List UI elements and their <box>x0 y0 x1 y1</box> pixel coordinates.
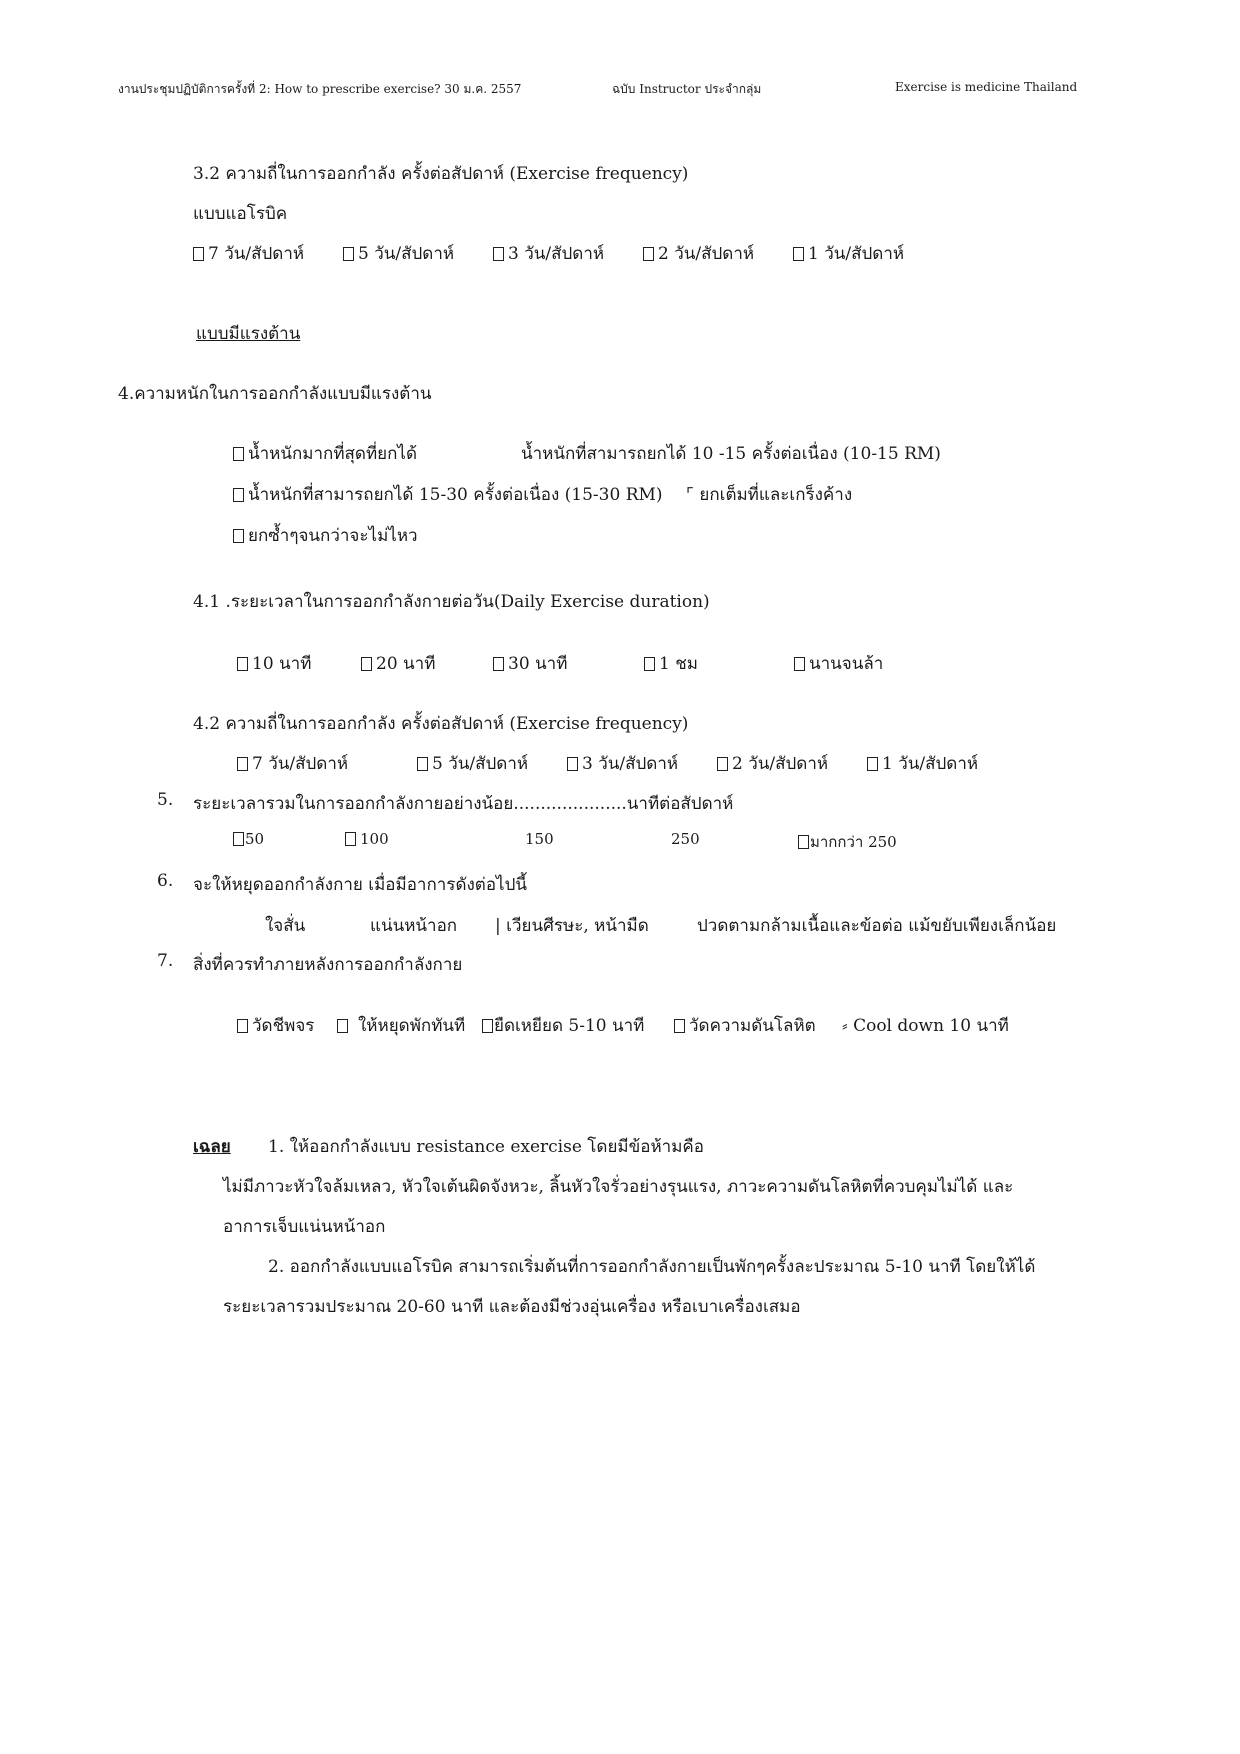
option-until-tired[interactable]: นานจนล้า <box>794 650 883 677</box>
checkbox[interactable] <box>644 657 655 671</box>
section-3-2-options <box>193 240 993 264</box>
answer-1-line-2: ไม่มีภาวะหัวใจล้มเหลว, หัวใจเต้นผิดจังหวะ, ลิ้นหัวใจรั่วอย่างรุนแรง, ภาวะความดันโลหิตที่ควบคุมไม่ได้ และ <box>223 1177 1014 1197</box>
section-4-title: 4.ความหนักในการออกกำลังแบบมีแรงต้าน <box>118 384 432 404</box>
checkbox[interactable] <box>233 529 244 543</box>
checkbox[interactable] <box>674 1019 685 1033</box>
option-check-pulse[interactable]: วัดชีพจร <box>237 1012 314 1039</box>
checkbox[interactable] <box>794 657 805 671</box>
checkbox[interactable] <box>233 447 244 461</box>
option-7-days[interactable]: 7 วัน/สัปดาห์ <box>237 750 348 777</box>
option-stop-immediately[interactable]: ให้หยุดพักทันที <box>337 1012 465 1039</box>
section-4-options-row1 <box>233 440 1033 464</box>
checkbox[interactable] <box>237 657 248 671</box>
checkbox[interactable] <box>237 1019 248 1033</box>
option-to-failure[interactable]: ยกซ้ำๆจนกว่าจะไม่ไหว <box>233 522 418 549</box>
option-50[interactable]: 50 <box>233 830 264 848</box>
option-5-days[interactable]: 5 วัน/สัปดาห์ <box>417 750 528 777</box>
option-1-day[interactable]: 1 วัน/สัปดาห์ <box>867 750 978 777</box>
option-15-30rm[interactable]: น้ำหนักที่สามารถยกได้ 15-30 ครั้งต่อเนื่อง (15-30 RM) <box>233 481 663 508</box>
checkbox[interactable] <box>493 247 504 261</box>
header-center: ฉบับ Instructor ประจำกลุ่ม <box>612 82 762 96</box>
option-7-days[interactable]: 7 วัน/สัปดาห์ <box>193 240 304 267</box>
checkbox[interactable] <box>361 657 372 671</box>
checkbox[interactable] <box>493 657 504 671</box>
section-5-number: 5. <box>157 790 174 810</box>
option-check-blood-pressure[interactable]: วัดความดันโลหิต <box>674 1012 816 1039</box>
option-cool-down[interactable]: ⸗ Cool down 10 นาที <box>842 1016 1009 1036</box>
option-3-days[interactable]: 3 วัน/สัปดาห์ <box>567 750 678 777</box>
option-30-min[interactable]: 30 นาที <box>493 650 567 677</box>
option-stretching[interactable]: ยืดเหยียด 5-10 นาที <box>482 1012 644 1039</box>
answer-2-line-2: ระยะเวลารวมประมาณ 20-60 นาที และต้องมีช่วงอุ่นเครื่อง หรือเบาเครื่องเสมอ <box>223 1297 801 1317</box>
option-joint-pain[interactable]: ปวดตามกล้ามเนื้อและข้อต่อ แม้ขยับเพียงเล็กน้อย <box>697 916 1057 936</box>
answer-1: 1. ให้ออกกำลังแบบ resistance exercise โดยมีข้อห้ามคือ <box>268 1137 705 1157</box>
answer-2: 2. ออกกำลังแบบแอโรบิค สามารถเริ่มต้นที่การออกกำลังกายเป็นพักๆครั้งละประมาณ 5-10 นาที โดยให้ได้ <box>268 1257 1036 1277</box>
option-10-15rm[interactable]: น้ำหนักที่สามารถยกได้ 10 -15 ครั้งต่อเนื่อง (10-15 RM) <box>521 444 941 464</box>
checkbox[interactable] <box>867 757 878 771</box>
section-4-2-options <box>237 750 1037 774</box>
option-1-hour[interactable]: 1 ชม <box>644 650 698 677</box>
option-10-min[interactable]: 10 นาที <box>237 650 311 677</box>
checkbox[interactable] <box>567 757 578 771</box>
checkbox[interactable] <box>798 835 809 849</box>
checkbox[interactable] <box>345 832 356 846</box>
section-4-1-options <box>237 650 1037 674</box>
option-chest-tightness[interactable]: แน่นหน้าอก <box>370 916 458 936</box>
dash-mark-icon: ⸗ <box>842 1016 854 1036</box>
checkbox[interactable] <box>643 247 654 261</box>
option-20-min[interactable]: 20 นาที <box>361 650 435 677</box>
section-7-number: 7. <box>157 951 174 971</box>
option-250[interactable]: 250 <box>671 830 700 848</box>
header-left: งานประชุมปฏิบัติการครั้งที่ 2: How to prescribe exercise? 30 ม.ค. 2557 <box>118 82 522 96</box>
section-4-options-row2 <box>233 481 1033 505</box>
option-1-day[interactable]: 1 วัน/สัปดาห์ <box>793 240 904 267</box>
checkbox[interactable] <box>417 757 428 771</box>
section-7-options <box>237 1012 1057 1036</box>
option-100[interactable]: 100 <box>345 830 389 848</box>
option-palpitation[interactable]: ใจสั่น <box>265 916 306 936</box>
option-dizziness[interactable]: | เวียนศีรษะ, หน้ามืด <box>495 916 649 936</box>
checkbox[interactable] <box>233 488 244 502</box>
option-2-days[interactable]: 2 วัน/สัปดาห์ <box>643 240 754 267</box>
resistance-heading: แบบมีแรงต้าน <box>196 324 301 344</box>
checkbox[interactable] <box>482 1019 493 1033</box>
section-5-options <box>233 830 1033 854</box>
option-2-days[interactable]: 2 วัน/สัปดาห์ <box>717 750 828 777</box>
checkbox[interactable] <box>343 247 354 261</box>
section-5-title: ระยะเวลารวมในการออกกำลังกายอย่างน้อย.....................นาทีต่อสัปดาห์ <box>193 794 734 814</box>
section-7-title: สิ่งที่ควรทำภายหลังการออกกำลังกาย <box>193 955 463 975</box>
section-4-1-title: 4.1 .ระยะเวลาในการออกกำลังกายต่อวัน(Daily Exercise duration) <box>193 592 710 612</box>
option-over-250[interactable]: มากกว่า 250 <box>798 830 897 854</box>
bar-mark-icon: | <box>495 916 507 936</box>
checkbox[interactable] <box>717 757 728 771</box>
option-isometric[interactable]: ⌜ ยกเต็มที่และเกร็งค้าง <box>686 485 853 505</box>
corner-mark-icon: ⌜ <box>686 485 700 505</box>
header-right: Exercise is medicine Thailand <box>895 80 1078 94</box>
option-5-days[interactable]: 5 วัน/สัปดาห์ <box>343 240 454 267</box>
option-150[interactable]: 150 <box>525 830 554 848</box>
section-6-options <box>265 912 1105 936</box>
section-6-title: จะให้หยุดออกกำลังกาย เมื่อมีอาการดังต่อไปนี้ <box>193 875 527 895</box>
checkbox[interactable] <box>237 757 248 771</box>
section-6-number: 6. <box>157 871 174 891</box>
option-3-days[interactable]: 3 วัน/สัปดาห์ <box>493 240 604 267</box>
answer-label: เฉลย <box>193 1137 231 1157</box>
option-1rm[interactable]: น้ำหนักมากที่สุดที่ยกได้ <box>233 440 417 467</box>
checkbox[interactable] <box>193 247 204 261</box>
answer-1-line-3: อาการเจ็บแน่นหน้าอก <box>223 1217 386 1237</box>
checkbox[interactable] <box>793 247 804 261</box>
section-4-options-row3 <box>233 522 1033 546</box>
section-3-2-title: 3.2 ความถี่ในการออกกำลัง ครั้งต่อสัปดาห์ (Exercise frequency) <box>193 164 689 184</box>
section-3-2-subtitle: แบบแอโรบิค <box>193 204 288 224</box>
checkbox[interactable] <box>233 832 244 846</box>
checkbox[interactable] <box>337 1019 348 1033</box>
section-4-2-title: 4.2 ความถี่ในการออกกำลัง ครั้งต่อสัปดาห์ (Exercise frequency) <box>193 714 689 734</box>
